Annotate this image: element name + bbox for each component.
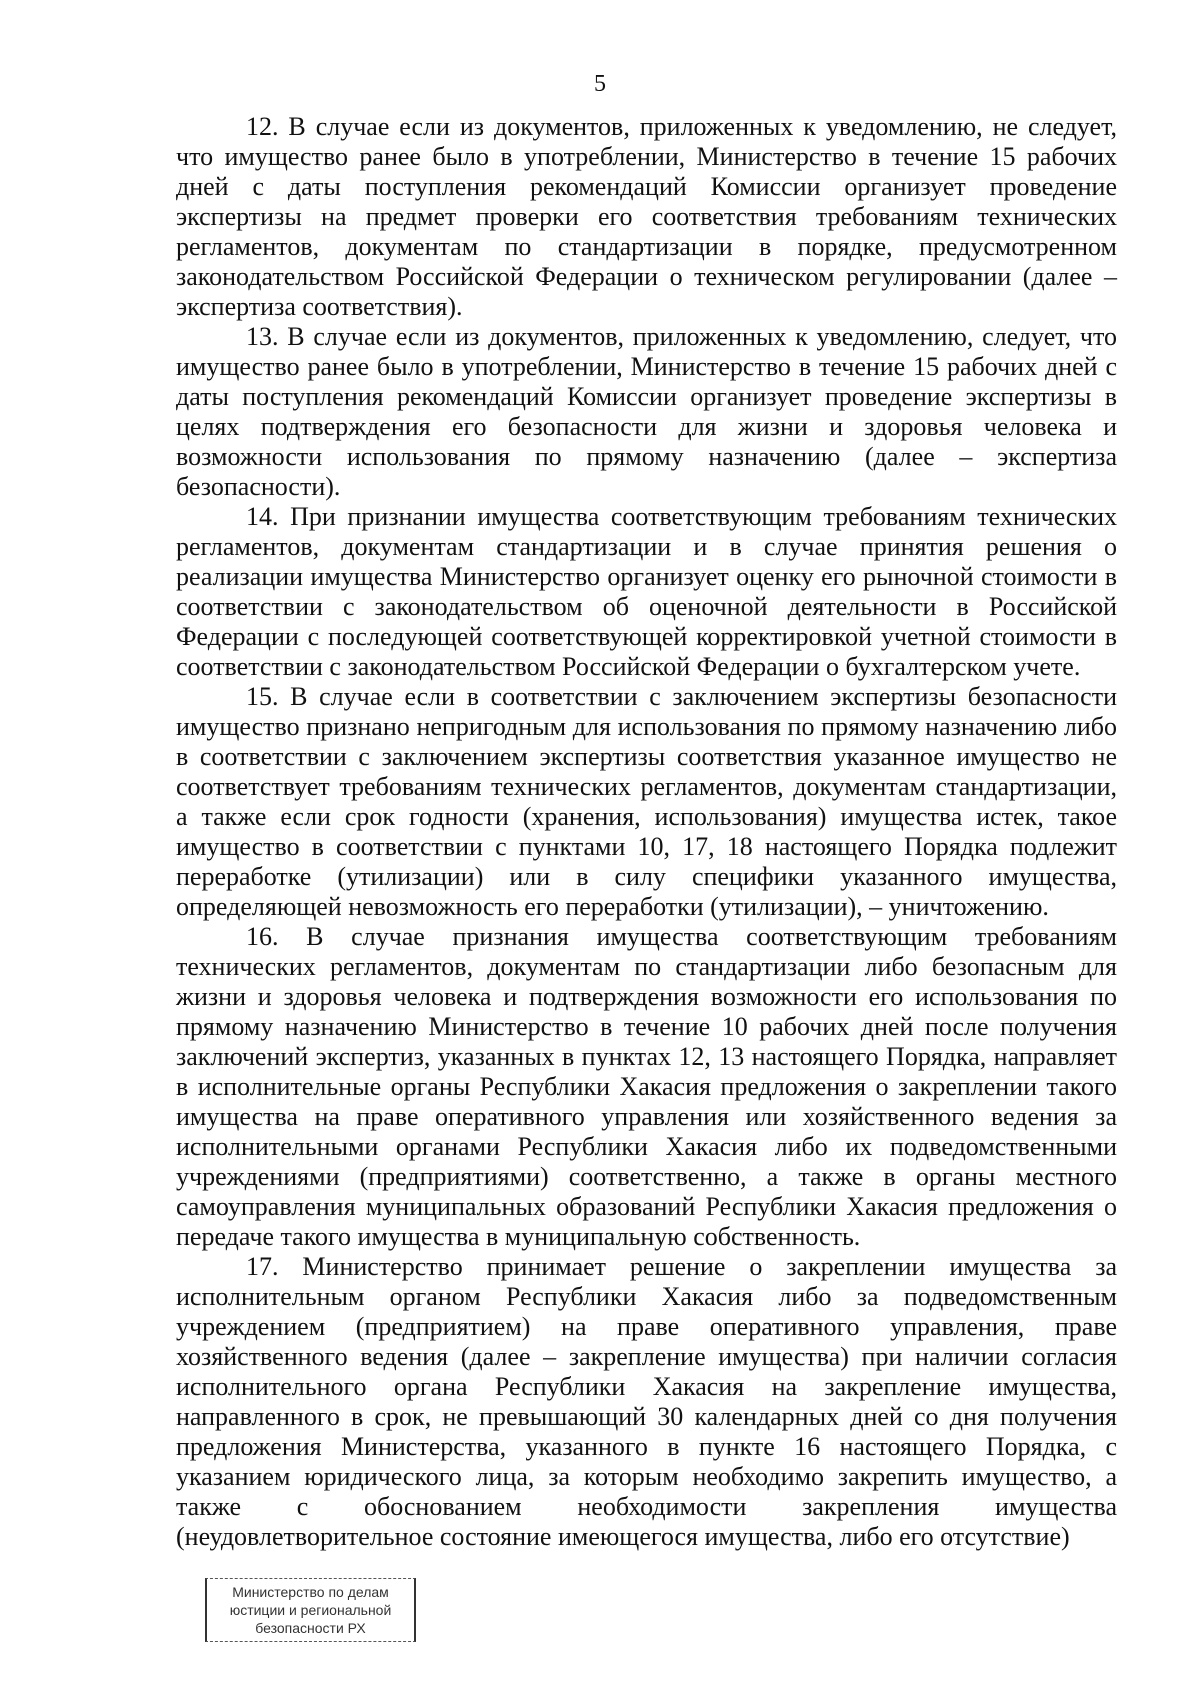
ministry-stamp [205, 1578, 416, 1642]
paragraph-16: 16. В случае признания имущества соответствующим требованиям технических регламентов, документам по стандартизации либо безопасным для жизни и здоровья человека и подтверждения возможности его использования по прямому назначению Министерство в течение 10 рабочих дней после получения заключений экспертиз, указанных в пунктах 12, 13 настоящего Порядка, направляет в исполнительные органы Республики Хакасия предложения о закреплении такого имущества на праве оперативного управления или хозяйственного ведения за исполнительными органами Республики Хакасия либо их подведомственными учреждениями (предприятиями) соответственно, а также в органы местного самоуправления муниципальных образований Республики Хакасия предложения о передаче такого имущества в муниципальную собственность. [176, 922, 1117, 1251]
stamp-line: Министерство по делам [232, 1584, 389, 1600]
paragraph-17: 17. Министерство принимает решение о закреплении имущества за исполнительным органом Республики Хакасия либо за подведомственным учреждением (предприятием) на праве оперативного управления, праве хозяйственного ведения (далее – закрепление имущества) при наличии согласия исполнительного органа Республики Хакасия на закрепление имущества, направленного в срок, не превышающий 30 календарных дней со дня получения предложения Министерства, указанного в пункте 16 настоящего Порядка, с указанием юридического лица, за которым необходимо закрепить имущество, а также с обоснованием необходимости закрепления имущества (неудовлетворительное состояние имеющегося имущества, либо его отсутствие) [176, 1252, 1117, 1551]
paragraph-13: 13. В случае если из документов, приложенных к уведомлению, следует, что имущество ранее было в употреблении, Министерство в течение 15 рабочих дней с даты поступления рекомендаций Комиссии организует проведение экспертизы в целях подтверждения его безопасности для жизни и здоровья человека и возможности использования по прямому назначению (далее – экспертиза безопасности). [176, 322, 1117, 501]
paragraph-12: 12. В случае если из документов, приложенных к уведомлению, не следует, что имущество ранее было в употреблении, Министерство в течение 15 рабочих дней с даты поступления рекомендаций Комиссии организует проведение экспертизы на предмет проверки его соответствия требованиям технических регламентов, документам по стандартизации в порядке, предусмотренном законодательством Российской Федерации о техническом регулировании (далее – экспертиза соответствия). [176, 112, 1117, 321]
paragraph-15: 15. В случае если в соответствии с заключением экспертизы безопасности имущество признано непригодным для использования по прямому назначению либо в соответствии с заключением экспертизы соответствия указанное имущество не соответствует требованиям технических регламентов, документам стандартизации, а также если срок годности (хранения, использования) имущества истек, такое имущество в соответствии с пунктами 10, 17, 18 настоящего Порядка подлежит переработке (утилизации) или в силу специфики указанного имущества, определяющей невозможность его переработки (утилизации), – уничтожению. [176, 682, 1117, 921]
stamp-line: безопасности РХ [255, 1620, 366, 1636]
paragraph-14: 14. При признании имущества соответствующим требованиям технических регламентов, документам стандартизации и в случае принятия решения о реализации имущества Министерство организует оценку его рыночной стоимости в соответствии с законодательством об оценочной деятельности в Российской Федерации с последующей соответствующей корректировкой учетной стоимости в соответствии с законодательством Российской Федерации о бухгалтерском учете. [176, 502, 1117, 681]
document-body [176, 112, 1117, 1552]
stamp-line: юстиции и региональной [229, 1602, 392, 1618]
page-number: 5 [594, 71, 606, 97]
